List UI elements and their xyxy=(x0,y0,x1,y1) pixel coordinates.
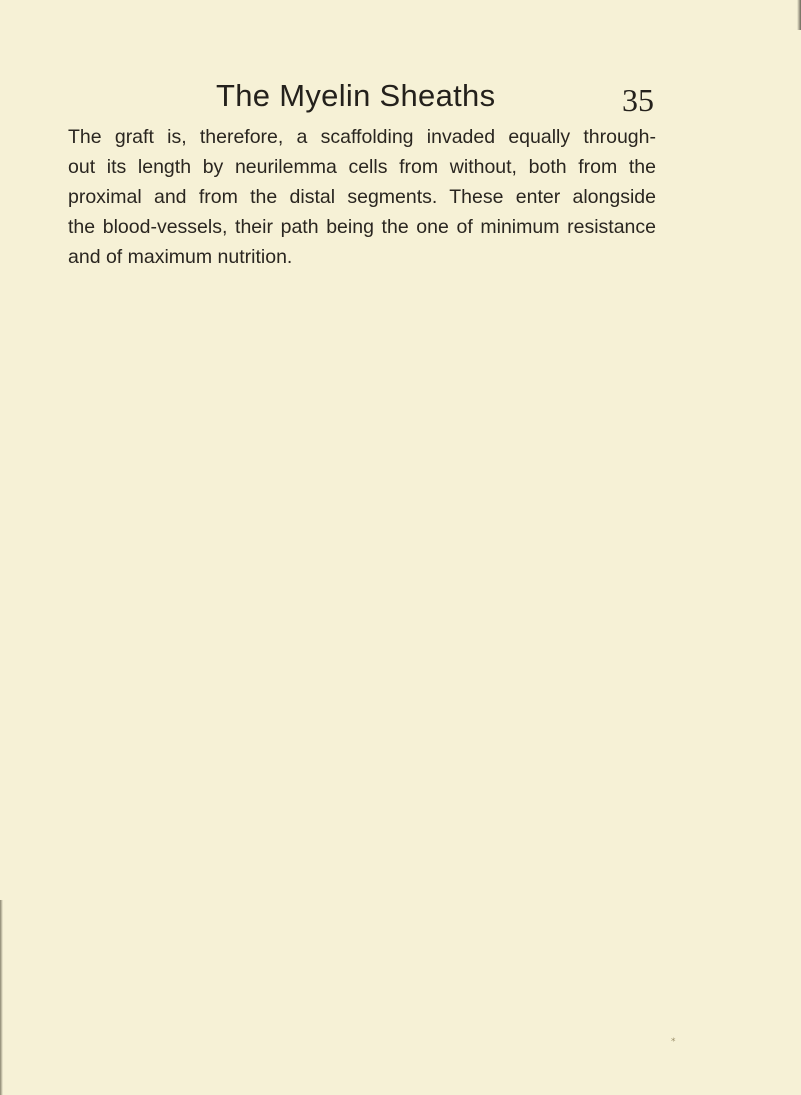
running-head-title: The Myelin Sheaths xyxy=(216,78,496,113)
body-paragraph xyxy=(68,122,656,272)
text-line: The graft is, therefore, a scaffolding invaded equally through- xyxy=(68,126,656,148)
page-edge-shadow-left xyxy=(0,900,3,1095)
text-line: the blood-vessels, their path being the one of minimum resistance xyxy=(68,216,656,238)
page-edge-shadow-right xyxy=(797,0,801,30)
text-line: out its length by neurilemma cells from without, both from the xyxy=(68,156,656,178)
text-line: proximal and from the distal segments. These enter alongside xyxy=(68,186,656,208)
text-line: and of maximum nutrition. xyxy=(68,246,293,268)
page-number: 35 xyxy=(622,82,654,118)
page-speck-mark: * xyxy=(671,1037,676,1047)
running-head xyxy=(68,70,656,120)
